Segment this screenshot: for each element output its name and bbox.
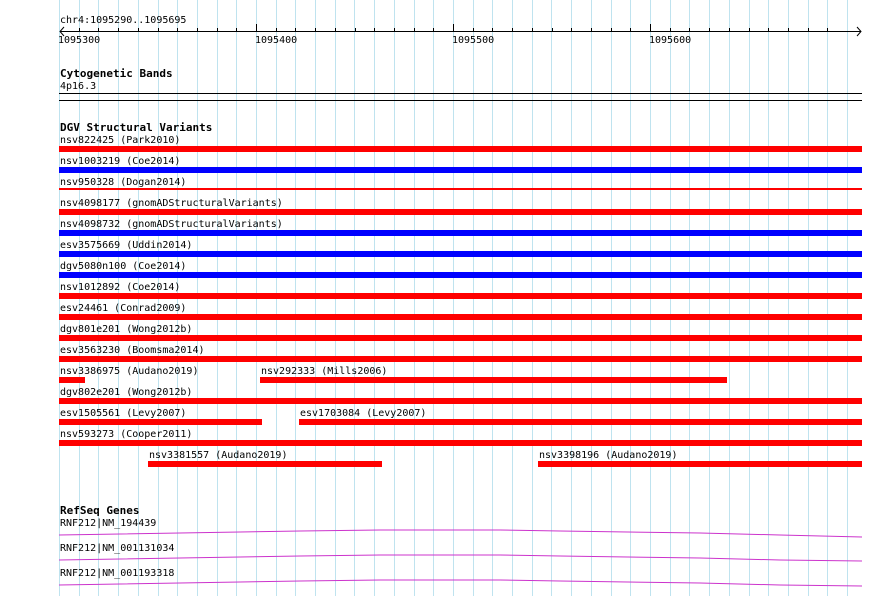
variant-label: esv1703084 (Levy2007): [300, 408, 427, 419]
variant-label: nsv822425 (Park2010): [60, 135, 181, 146]
variant-label: nsv4098177 (gnomADStructuralVariants): [60, 198, 283, 209]
variant-label: esv1505561 (Levy2007): [60, 408, 187, 419]
variant-label: dgv5080n100 (Coe2014): [60, 261, 187, 272]
variant-label: nsv3398196 (Audano2019): [539, 450, 678, 461]
position-label: chr4:1095290..1095695: [60, 15, 187, 26]
variant-label: esv3575669 (Uddin2014): [60, 240, 193, 251]
variant-label: esv24461 (Conrad2009): [60, 303, 187, 314]
ruler-tick-label: 1095600: [649, 35, 692, 46]
gene-intron-line[interactable]: [59, 530, 862, 537]
variant-label: nsv3386975 (Audano2019): [60, 366, 199, 377]
gene-label: RNF212|NM_001193318: [60, 568, 175, 579]
gene-intron-line[interactable]: [59, 555, 862, 561]
variant-label: nsv292333 (Mills2006): [261, 366, 388, 377]
variant-label: dgv802e201 (Wong2012b): [60, 387, 193, 398]
gene-intron-line[interactable]: [59, 580, 862, 586]
track-title-dgv[interactable]: DGV Structural Variants: [60, 121, 213, 134]
variant-label: nsv950328 (Dogan2014): [60, 177, 187, 188]
ruler-tick-label: 1095400: [255, 35, 298, 46]
variant-label: nsv1012892 (Coe2014): [60, 282, 181, 293]
ruler-tick-label: 1095500: [452, 35, 495, 46]
cytoband-label: 4p16.3: [60, 81, 97, 92]
variant-label: nsv593273 (Cooper2011): [60, 429, 193, 440]
ruler-tick-label: 1095300: [58, 35, 101, 46]
variant-label: nsv4098732 (gnomADStructuralVariants): [60, 219, 283, 230]
variant-label: nsv3381557 (Audano2019): [149, 450, 288, 461]
variant-label: nsv1003219 (Coe2014): [60, 156, 181, 167]
gene-label: RNF212|NM_001131034: [60, 543, 175, 554]
variant-label: dgv801e201 (Wong2012b): [60, 324, 193, 335]
track-title-refseq[interactable]: RefSeq Genes: [60, 504, 140, 517]
track-title-cytobands[interactable]: Cytogenetic Bands: [60, 67, 173, 80]
variant-label: esv3563230 (Boomsma2014): [60, 345, 205, 356]
gene-label: RNF212|NM_194439: [60, 518, 157, 529]
